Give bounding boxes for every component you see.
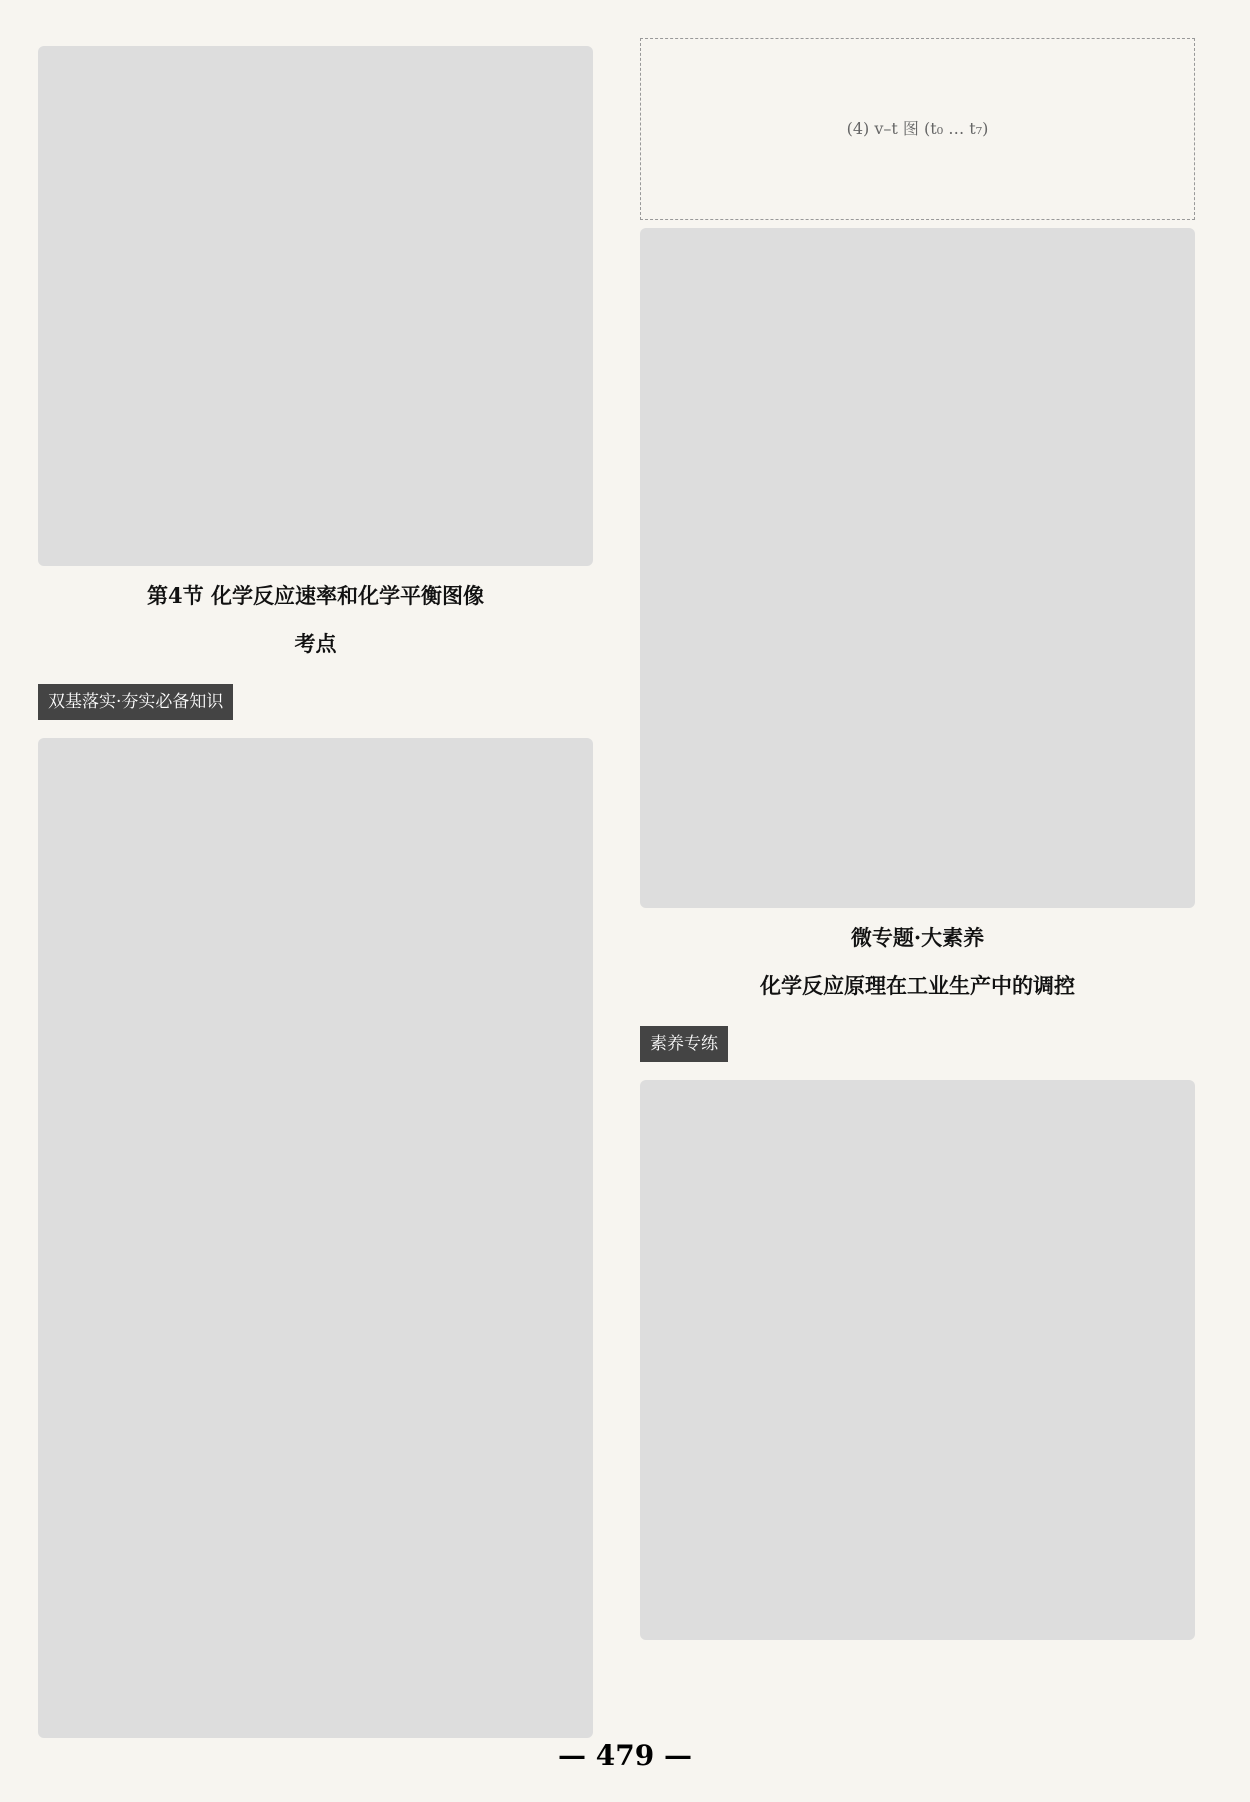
- velocity-time-figure: (4) v–t 图 (t₀ … t₇): [640, 38, 1195, 220]
- section-title: 第4节 化学反应速率和化学平衡图像: [147, 583, 484, 608]
- right-heading: 化学反应原理在工业生产中的调控: [760, 973, 1075, 998]
- text-block: [38, 46, 593, 566]
- text-block: [38, 738, 593, 1738]
- right-heading: 微专题·大素养: [850, 925, 985, 950]
- section-bar: 素养专练: [640, 1026, 728, 1062]
- text-block: [640, 228, 1195, 908]
- page-number: — 479 —: [558, 1739, 692, 1772]
- section-bar: 双基落实·夯实必备知识: [38, 684, 233, 720]
- left-column: [38, 38, 593, 1746]
- subsection-title: 考点: [294, 631, 337, 656]
- text-block: [640, 1080, 1195, 1640]
- right-column: [640, 38, 1195, 1648]
